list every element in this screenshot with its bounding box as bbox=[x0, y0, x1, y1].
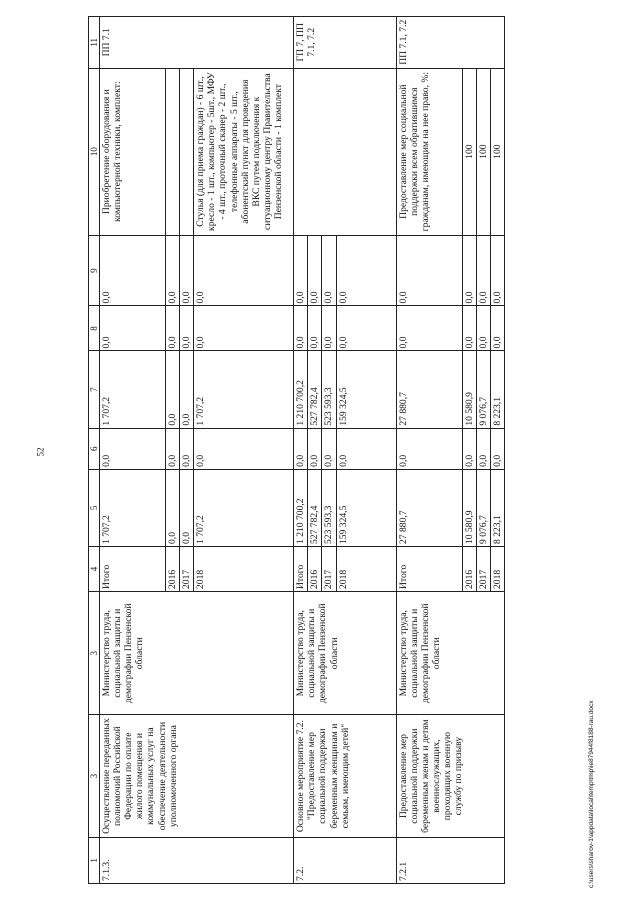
value-cell: 0,0 bbox=[308, 235, 322, 306]
file-path: c:\users\sharov-1\appdata\local\temp\tmp\ie87944f8188-rau.docx bbox=[588, 700, 595, 888]
value-cell: 10 580,9 bbox=[462, 469, 476, 546]
value-cell: 0,0 bbox=[490, 428, 504, 469]
value-cell: 0,0 bbox=[396, 235, 462, 306]
code-cell: ПП 7.1 bbox=[100, 17, 294, 69]
value-cell: 0,0 bbox=[308, 428, 322, 469]
header-cell: 6 bbox=[89, 428, 100, 469]
table-wrapper bbox=[88, 16, 607, 884]
header-cell: 8 bbox=[89, 306, 100, 351]
value-cell: 0,0 bbox=[194, 428, 294, 469]
table-row bbox=[396, 17, 462, 884]
year-cell: 2017 bbox=[476, 547, 490, 592]
value-cell: 527 782,4 bbox=[308, 469, 322, 546]
table-row bbox=[100, 17, 166, 884]
value-cell: 0,0 bbox=[166, 306, 180, 351]
value-cell: 0,0 bbox=[462, 428, 476, 469]
value-cell: 0,0 bbox=[294, 428, 308, 469]
percent-cell: 100 bbox=[490, 68, 504, 235]
header-cell: 7 bbox=[89, 351, 100, 428]
value-cell: 0,0 bbox=[462, 235, 476, 306]
value-cell: 0,0 bbox=[294, 306, 308, 351]
header-cell: 3 bbox=[89, 592, 100, 715]
value-cell: 0,0 bbox=[308, 306, 322, 351]
row-name: Основное мероприятие 7.2. "Предоставление мер социальной поддержки беременным женщинам и семьям, имеющим детей" bbox=[294, 715, 396, 837]
page-number: 52 bbox=[35, 447, 46, 457]
value-cell: 0,0 bbox=[476, 235, 490, 306]
year-cell: Итого bbox=[294, 547, 308, 592]
value-cell: 27 880,7 bbox=[396, 469, 462, 546]
value-cell: 0,0 bbox=[194, 306, 294, 351]
value-cell: 1 707,2 bbox=[100, 351, 166, 428]
header-cell: 4 bbox=[89, 547, 100, 592]
row-org: Министерство труда, социальной защиты и демографии Пензенской области bbox=[294, 592, 396, 715]
code-cell: ГП 7, ПП 7.1, 7.2 bbox=[294, 17, 396, 69]
year-cell: 2018 bbox=[490, 547, 504, 592]
row-name: Осуществление переданных полномочий Российской Федерации по оплате жилого помещения и коммунальных услуг на обеспечение деятельности уполномоченного органа bbox=[100, 715, 294, 837]
value-cell: 1 707,2 bbox=[100, 469, 166, 546]
measure-cell bbox=[166, 68, 180, 235]
value-cell: 1 707,2 bbox=[194, 469, 294, 546]
detail-cell: Стулья (для приема граждан) - 6 шт., кресло - 1 шт., компьютер - 5шт., МФУ - 4 шт., проточный сканер - 2 шт., телефонные аппараты - 5 шт., абонентский пункт для проведения ВКС путем подключения к ситуационному центру Правительства Пензенской области - 1 комплект bbox=[194, 68, 294, 235]
value-cell: 0,0 bbox=[336, 306, 396, 351]
value-cell: 0,0 bbox=[462, 306, 476, 351]
row-org: Министерство труда, социальной защиты и демографии Пензенской области bbox=[100, 592, 294, 715]
value-cell: 0,0 bbox=[166, 351, 180, 428]
value-cell: 1 210 700,2 bbox=[294, 351, 308, 428]
year-cell: 2017 bbox=[180, 547, 194, 592]
code-cell: ПП 7.1, 7.2 bbox=[396, 17, 504, 69]
value-cell: 0,0 bbox=[180, 235, 194, 306]
percent-cell: 100 bbox=[462, 68, 476, 235]
table-row bbox=[294, 17, 308, 884]
value-cell: 0,0 bbox=[166, 235, 180, 306]
header-cell: 11 bbox=[89, 17, 100, 69]
year-cell: 2017 bbox=[322, 547, 336, 592]
year-cell: Итого bbox=[396, 547, 462, 592]
value-cell: 0,0 bbox=[100, 235, 166, 306]
header-row bbox=[89, 17, 100, 884]
value-cell: 0,0 bbox=[180, 428, 194, 469]
value-cell: 0,0 bbox=[396, 428, 462, 469]
year-cell: Итого bbox=[100, 547, 166, 592]
row-number: 7.1.3. bbox=[100, 837, 294, 883]
row-org: Министерство труда, социальной защиты и демографии Пензенской области bbox=[396, 592, 504, 715]
row-name: Предоставление мер социальной поддержки беременным женам и детям военнослужащих, проходящих военную службу по призыву bbox=[396, 715, 504, 837]
value-cell: 0,0 bbox=[336, 235, 396, 306]
header-cell: 9 bbox=[89, 235, 100, 306]
row-number: 7.2. bbox=[294, 837, 396, 883]
value-cell: 159 324,5 bbox=[336, 469, 396, 546]
program-table bbox=[88, 16, 505, 884]
value-cell: 0,0 bbox=[194, 235, 294, 306]
measure-cell: Предоставление мер социальной поддержки всем обратившимся гражданам, имеющим на нее право, %: bbox=[396, 68, 462, 235]
year-cell: 2016 bbox=[462, 547, 476, 592]
value-cell: 27 880,7 bbox=[396, 351, 462, 428]
value-cell: 10 580,9 bbox=[462, 351, 476, 428]
header-cell: 10 bbox=[89, 68, 100, 235]
value-cell: 0,0 bbox=[396, 306, 462, 351]
value-cell: 0,0 bbox=[322, 235, 336, 306]
value-cell: 1 210 700,2 bbox=[294, 469, 308, 546]
value-cell: 523 593,3 bbox=[322, 469, 336, 546]
value-cell: 0,0 bbox=[294, 235, 308, 306]
value-cell: 0,0 bbox=[100, 428, 166, 469]
measure-cell: Приобретение оборудования и компьютерной техники, комплект: bbox=[100, 68, 166, 235]
value-cell: 8 223,1 bbox=[490, 351, 504, 428]
value-cell: 0,0 bbox=[180, 469, 194, 546]
value-cell: 0,0 bbox=[322, 306, 336, 351]
value-cell: 0,0 bbox=[490, 306, 504, 351]
measure-cell bbox=[180, 68, 194, 235]
value-cell: 527 782,4 bbox=[308, 351, 322, 428]
value-cell: 9 076,7 bbox=[476, 351, 490, 428]
value-cell: 1 707,2 bbox=[194, 351, 294, 428]
header-cell: 5 bbox=[89, 469, 100, 546]
value-cell: 0,0 bbox=[166, 469, 180, 546]
value-cell: 159 324,5 bbox=[336, 351, 396, 428]
value-cell: 0,0 bbox=[100, 306, 166, 351]
value-cell: 0,0 bbox=[166, 428, 180, 469]
header-cell: 3 bbox=[89, 715, 100, 837]
value-cell: 0,0 bbox=[180, 306, 194, 351]
value-cell: 523 593,3 bbox=[322, 351, 336, 428]
year-cell: 2018 bbox=[194, 547, 294, 592]
year-cell: 2016 bbox=[166, 547, 180, 592]
value-cell: 0,0 bbox=[476, 306, 490, 351]
value-cell: 0,0 bbox=[322, 428, 336, 469]
header-cell: 1 bbox=[89, 837, 100, 883]
percent-cell: 100 bbox=[476, 68, 490, 235]
rotated-table-area bbox=[88, 16, 607, 884]
value-cell: 0,0 bbox=[476, 428, 490, 469]
measure-cell bbox=[294, 68, 396, 235]
value-cell: 0,0 bbox=[180, 351, 194, 428]
value-cell: 9 076,7 bbox=[476, 469, 490, 546]
value-cell: 0,0 bbox=[490, 235, 504, 306]
year-cell: 2018 bbox=[336, 547, 396, 592]
value-cell: 0,0 bbox=[336, 428, 396, 469]
year-cell: 2016 bbox=[308, 547, 322, 592]
value-cell: 8 223,1 bbox=[490, 469, 504, 546]
row-number: 7.2.1 bbox=[396, 837, 504, 883]
